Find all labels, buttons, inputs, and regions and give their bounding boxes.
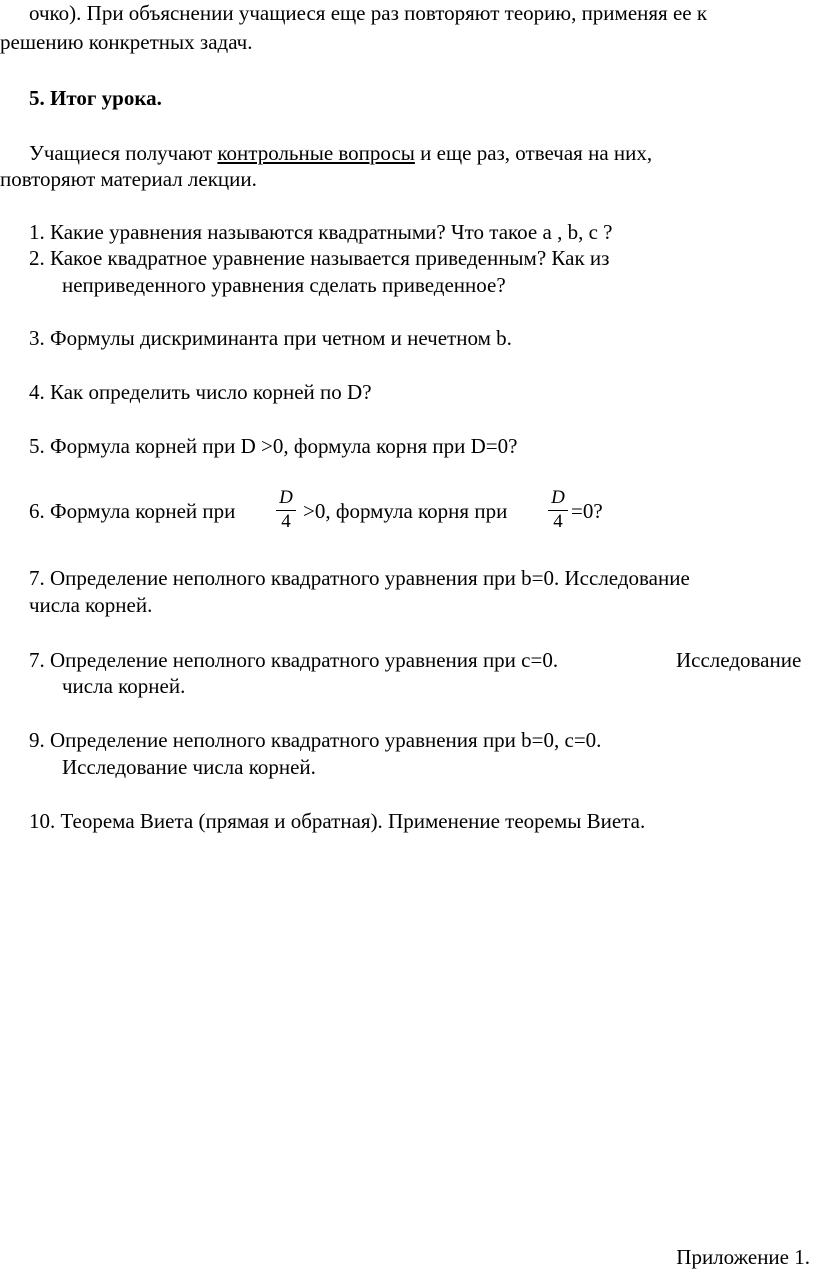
question-6-part-2: >0, формула корня при: [303, 499, 508, 523]
fraction-numerator: D: [279, 487, 293, 508]
question-7b-line-1-left: 7. Определение неполного квадратного уравнения при c=0.: [29, 648, 559, 672]
question-1: 1. Какие уравнения называются квадратными? Что такое a , b, c ?: [29, 220, 613, 244]
paragraph-text-after: и еще раз, отвечая на них,: [414, 141, 653, 165]
question-7b-line-1-right: Исследование: [676, 648, 802, 672]
question-3: 3. Формулы дискриминанта при четном и нечетном b.: [29, 326, 512, 350]
fraction-denominator: 4: [281, 511, 291, 532]
intro-line-1: очко). При объяснении учащиеся еще раз повторяют теорию, применяя ее к: [29, 1, 708, 25]
question-5: 5. Формула корней при D >0, формула корня при D=0?: [29, 434, 518, 458]
question-10: 10. Теорема Виета (прямая и обратная). Применение теоремы Виета.: [29, 809, 646, 833]
section-heading: 5. Итог урока.: [29, 86, 162, 110]
question-9-line-1: 9. Определение неполного квадратного уравнения при b=0, c=0.: [29, 728, 602, 752]
question-6-part-1: 6. Формула корней при: [29, 499, 236, 523]
intro-line-2: решению конкретных задач.: [0, 30, 253, 54]
paragraph-text-before: Учащиеся получают: [29, 141, 218, 165]
question-4: 4. Как определить число корней по D?: [29, 380, 372, 404]
paragraph-line-1: [29, 140, 652, 166]
question-7b-line-2: числа корней.: [62, 674, 186, 698]
question-7a-line-1: 7. Определение неполного квадратного уравнения при b=0. Исследование: [29, 566, 690, 590]
fraction-d-over-4-second: [548, 487, 568, 533]
question-2-line-1: 2. Какое квадратное уравнение называется приведенным? Как из: [29, 246, 610, 270]
fraction-numerator: D: [551, 487, 565, 508]
fraction-denominator: 4: [553, 511, 563, 532]
appendix-label: Приложение 1.: [676, 1245, 810, 1269]
control-questions-link: контрольные вопросы: [217, 141, 415, 165]
question-9-line-2: Исследование числа корней.: [62, 755, 316, 779]
question-2-line-2: неприведенного уравнения сделать приведенное?: [62, 273, 506, 297]
fraction-d-over-4-first: [276, 487, 296, 533]
question-7a-line-2: числа корней.: [29, 593, 153, 617]
paragraph-line-2: повторяют материал лекции.: [0, 167, 257, 191]
question-6-part-3: =0?: [571, 499, 603, 523]
